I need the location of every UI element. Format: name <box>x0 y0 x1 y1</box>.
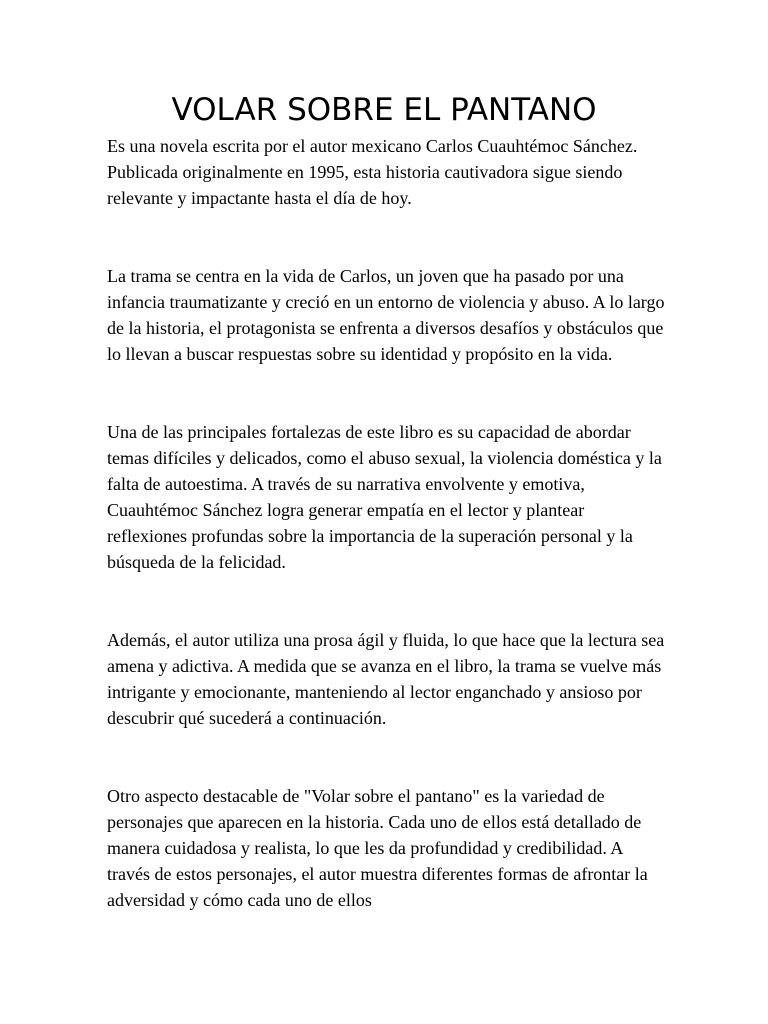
document-title: VOLAR SOBRE EL PANTANO <box>171 92 597 128</box>
document-body <box>107 133 667 965</box>
paragraph-5: Otro aspecto destacable de "Volar sobre el pantano" es la variedad de personajes que aparecen en la historia. Cada uno de ellos está detallado de manera cuidadosa y realista, lo que les da profundidad y credibilidad. A través de estos personajes, el autor muestra diferentes formas de afrontar la adversidad y cómo cada uno de ellos <box>107 786 648 910</box>
paragraph-1: Es una novela escrita por el autor mexicano Carlos Cuauhtémoc Sánchez. Publicada originalmente en 1995, esta historia cautivadora sigue siendo relevante y impactante hasta el día de hoy. <box>107 136 638 208</box>
paragraph-3: Una de las principales fortalezas de este libro es su capacidad de abordar temas difíciles y delicados, como el abuso sexual, la violencia doméstica y la falta de autoestima. A través de su narrativa envolvente y emotiva, Cuauhtémoc Sánchez logra generar empatía en el lector y plantear reflexiones profundas sobre la importancia de la superación personal y la búsqueda de la felicidad. <box>107 422 662 572</box>
paragraph-4: Además, el autor utiliza una prosa ágil y fluida, lo que hace que la lectura sea amena y adictiva. A medida que se avanza en el libro, la trama se vuelve más intrigante y emocionante, manteniendo al lector enganchado y ansioso por descubrir qué sucederá a continuación. <box>107 630 665 728</box>
paragraph-2: La trama se centra en la vida de Carlos, un joven que ha pasado por una infancia traumatizante y creció en un entorno de violencia y abuso. A lo largo de la historia, el protagonista se enfrenta a diversos desafíos y obstáculos que lo llevan a buscar respuestas sobre su identidad y propósito en la vida. <box>107 266 665 364</box>
